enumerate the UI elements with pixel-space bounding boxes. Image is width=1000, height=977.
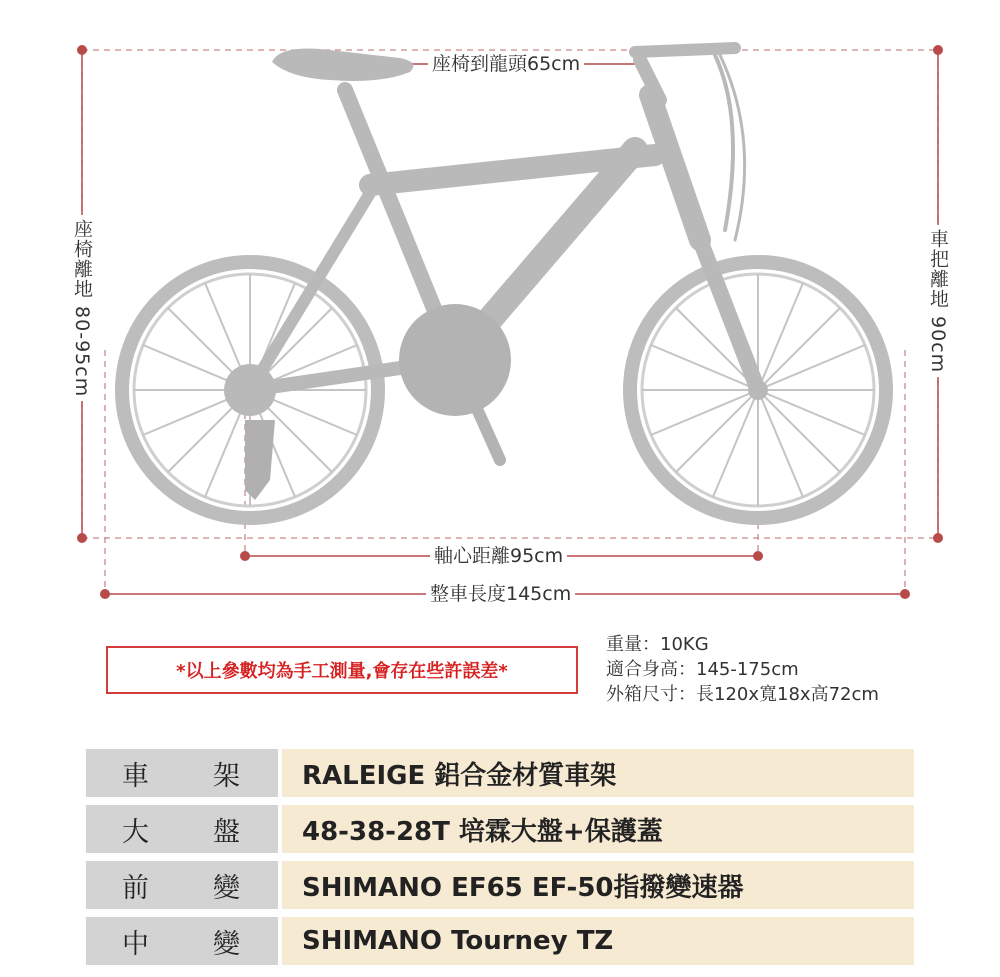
rider-height-text: 適合身高：145-175cm xyxy=(606,659,799,680)
seat-height-prefix: 座椅離地 xyxy=(71,219,93,299)
handlebar-height-value: 90cm xyxy=(927,316,949,374)
spec-row-frame xyxy=(86,749,914,797)
weight-text: 重量：10KG xyxy=(606,634,709,655)
spec-key: 中 變 xyxy=(86,917,278,965)
spec-row-front-shifter xyxy=(86,861,914,909)
handlebar-height-label xyxy=(926,225,950,377)
spec-value: SHIMANO EF65 EF-50指撥變速器 xyxy=(282,861,914,909)
wheelbase-label: 軸心距離95cm xyxy=(430,544,567,568)
rear-derailleur xyxy=(245,420,275,500)
spec-row-rear-derailleur xyxy=(86,917,914,965)
seat-height-value: 80-95cm xyxy=(71,306,93,398)
bicycle xyxy=(122,48,886,518)
spec-key: 前 變 xyxy=(86,861,278,909)
spec-value: SHIMANO Tourney TZ xyxy=(282,917,914,965)
spec-key: 車 架 xyxy=(86,749,278,797)
measurement-disclaimer: *以上參數均為手工測量,會存在些許誤差* xyxy=(106,646,578,694)
spec-value: 48-38-28T 培霖大盤+保護蓋 xyxy=(282,805,914,853)
box-size-text: 外箱尺寸：長120x寬18x高72cm xyxy=(606,684,879,705)
product-info xyxy=(606,632,879,707)
seat-to-stem-label: 座椅到龍頭65cm xyxy=(428,52,584,76)
handlebar-height-prefix: 車把離地 xyxy=(927,229,949,309)
spec-key: 大 盤 xyxy=(86,805,278,853)
spec-value: RALEIGE 鋁合金材質車架 xyxy=(282,749,914,797)
spec-row-chainring xyxy=(86,805,914,853)
saddle xyxy=(272,49,413,82)
overall-length-label: 整車長度145cm xyxy=(426,582,575,606)
seat-height-label xyxy=(70,215,94,401)
spec-table xyxy=(86,749,914,973)
